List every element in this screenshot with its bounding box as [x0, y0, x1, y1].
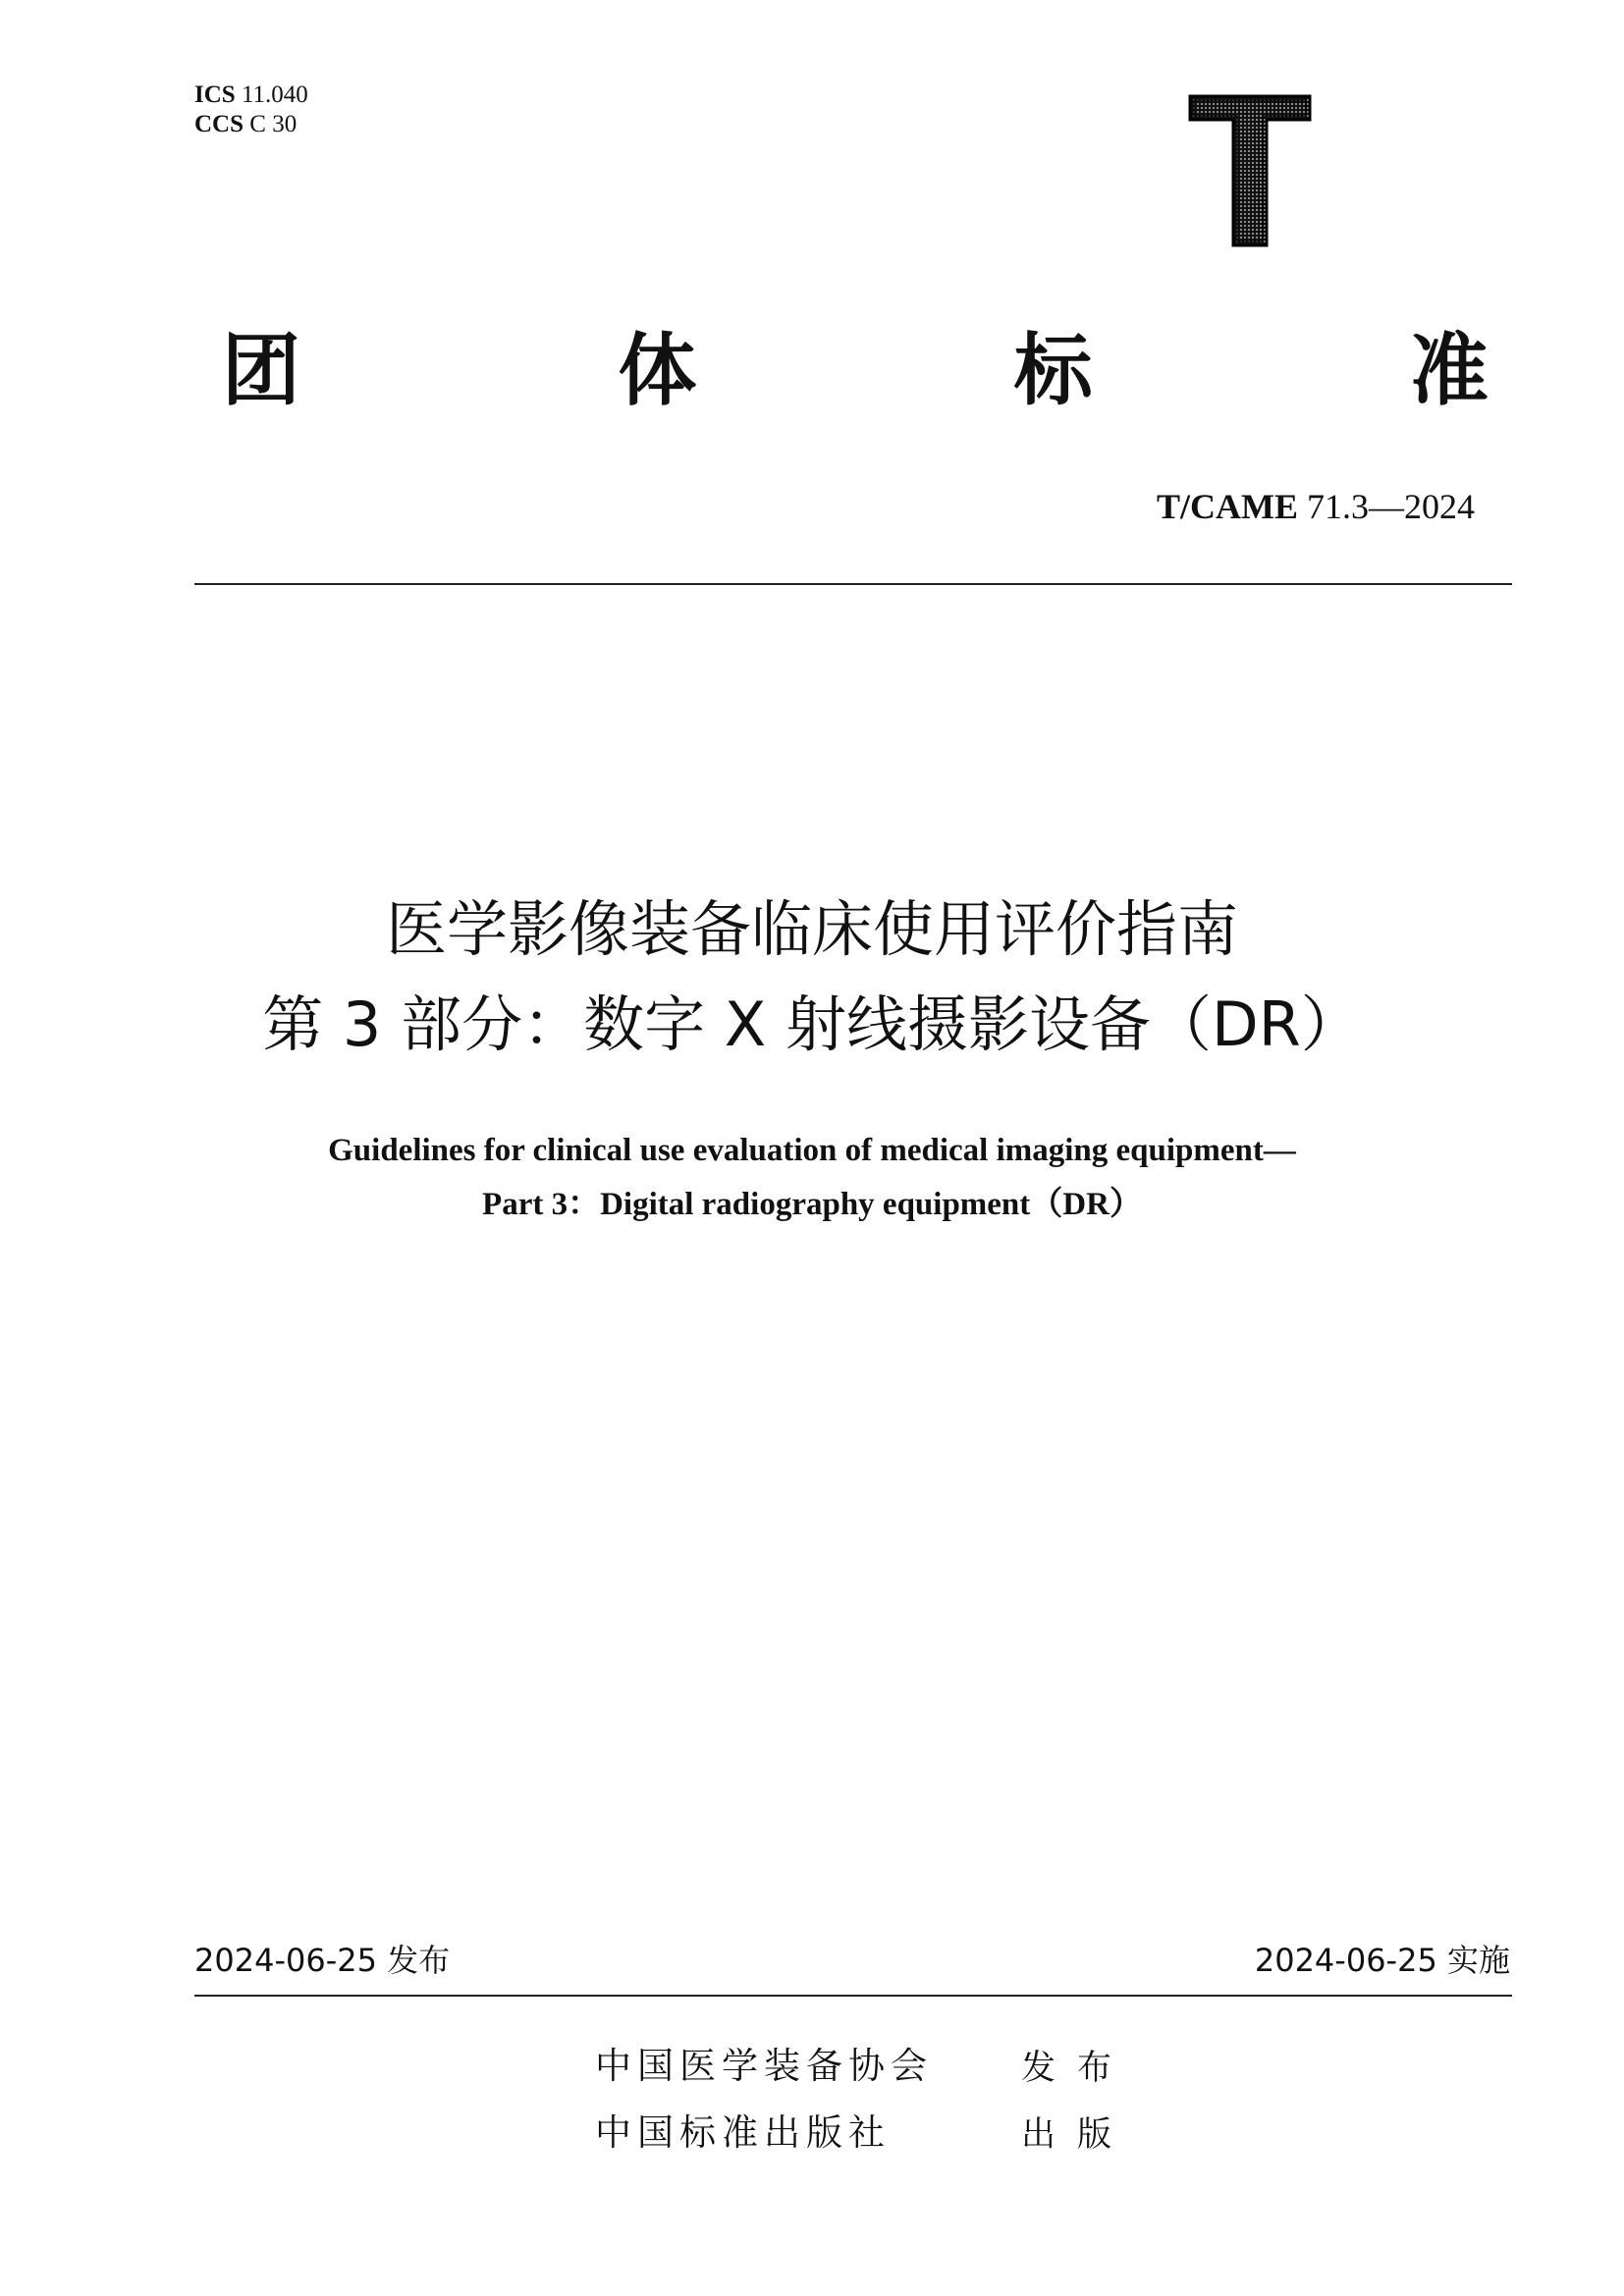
issue-date: 2024-06-25 发布 [194, 1942, 451, 1979]
bottom-divider [194, 1995, 1512, 1997]
ccs-line [194, 110, 308, 139]
standard-code-number: 71.3—2024 [1307, 487, 1475, 526]
publisher-role: 发布 [1021, 2049, 1134, 2088]
publisher-role: 出版 [1021, 2115, 1134, 2155]
implementation-date: 2024-06-25 实施 [1254, 1942, 1510, 1979]
english-title-line-1: Guidelines for clinical use evaluation of medical imaging equipment— [328, 1133, 1296, 1168]
ics-line [194, 80, 308, 110]
group-title-char: 标 [1013, 325, 1093, 416]
standard-code [1157, 486, 1475, 527]
standard-type-t-icon [1188, 94, 1312, 247]
publisher-organization: 中国医学装备协会 [595, 2045, 933, 2087]
english-title-line-2: Part 3：Digital radiography equipment（DR） [482, 1187, 1142, 1222]
ics-value: 11.040 [241, 81, 308, 108]
top-divider [194, 583, 1512, 585]
publisher-organization: 中国标准出版社 [595, 2111, 891, 2154]
chinese-title-line-2: 第 3 部分：数字 X 射线摄影设备（DR） [262, 988, 1362, 1060]
ccs-value: C 30 [249, 111, 298, 137]
group-title-char: 准 [1409, 325, 1489, 416]
chinese-title-line-1: 医学影像装备临床使用评价指南 [385, 893, 1238, 965]
standard-code-prefix: T/CAME [1157, 487, 1298, 526]
ccs-label: CCS [194, 111, 244, 137]
group-title-char: 体 [618, 325, 697, 416]
group-title-char: 团 [222, 325, 300, 416]
document-category-title [222, 322, 1489, 420]
classification-codes [194, 80, 308, 139]
ics-label: ICS [194, 81, 236, 108]
